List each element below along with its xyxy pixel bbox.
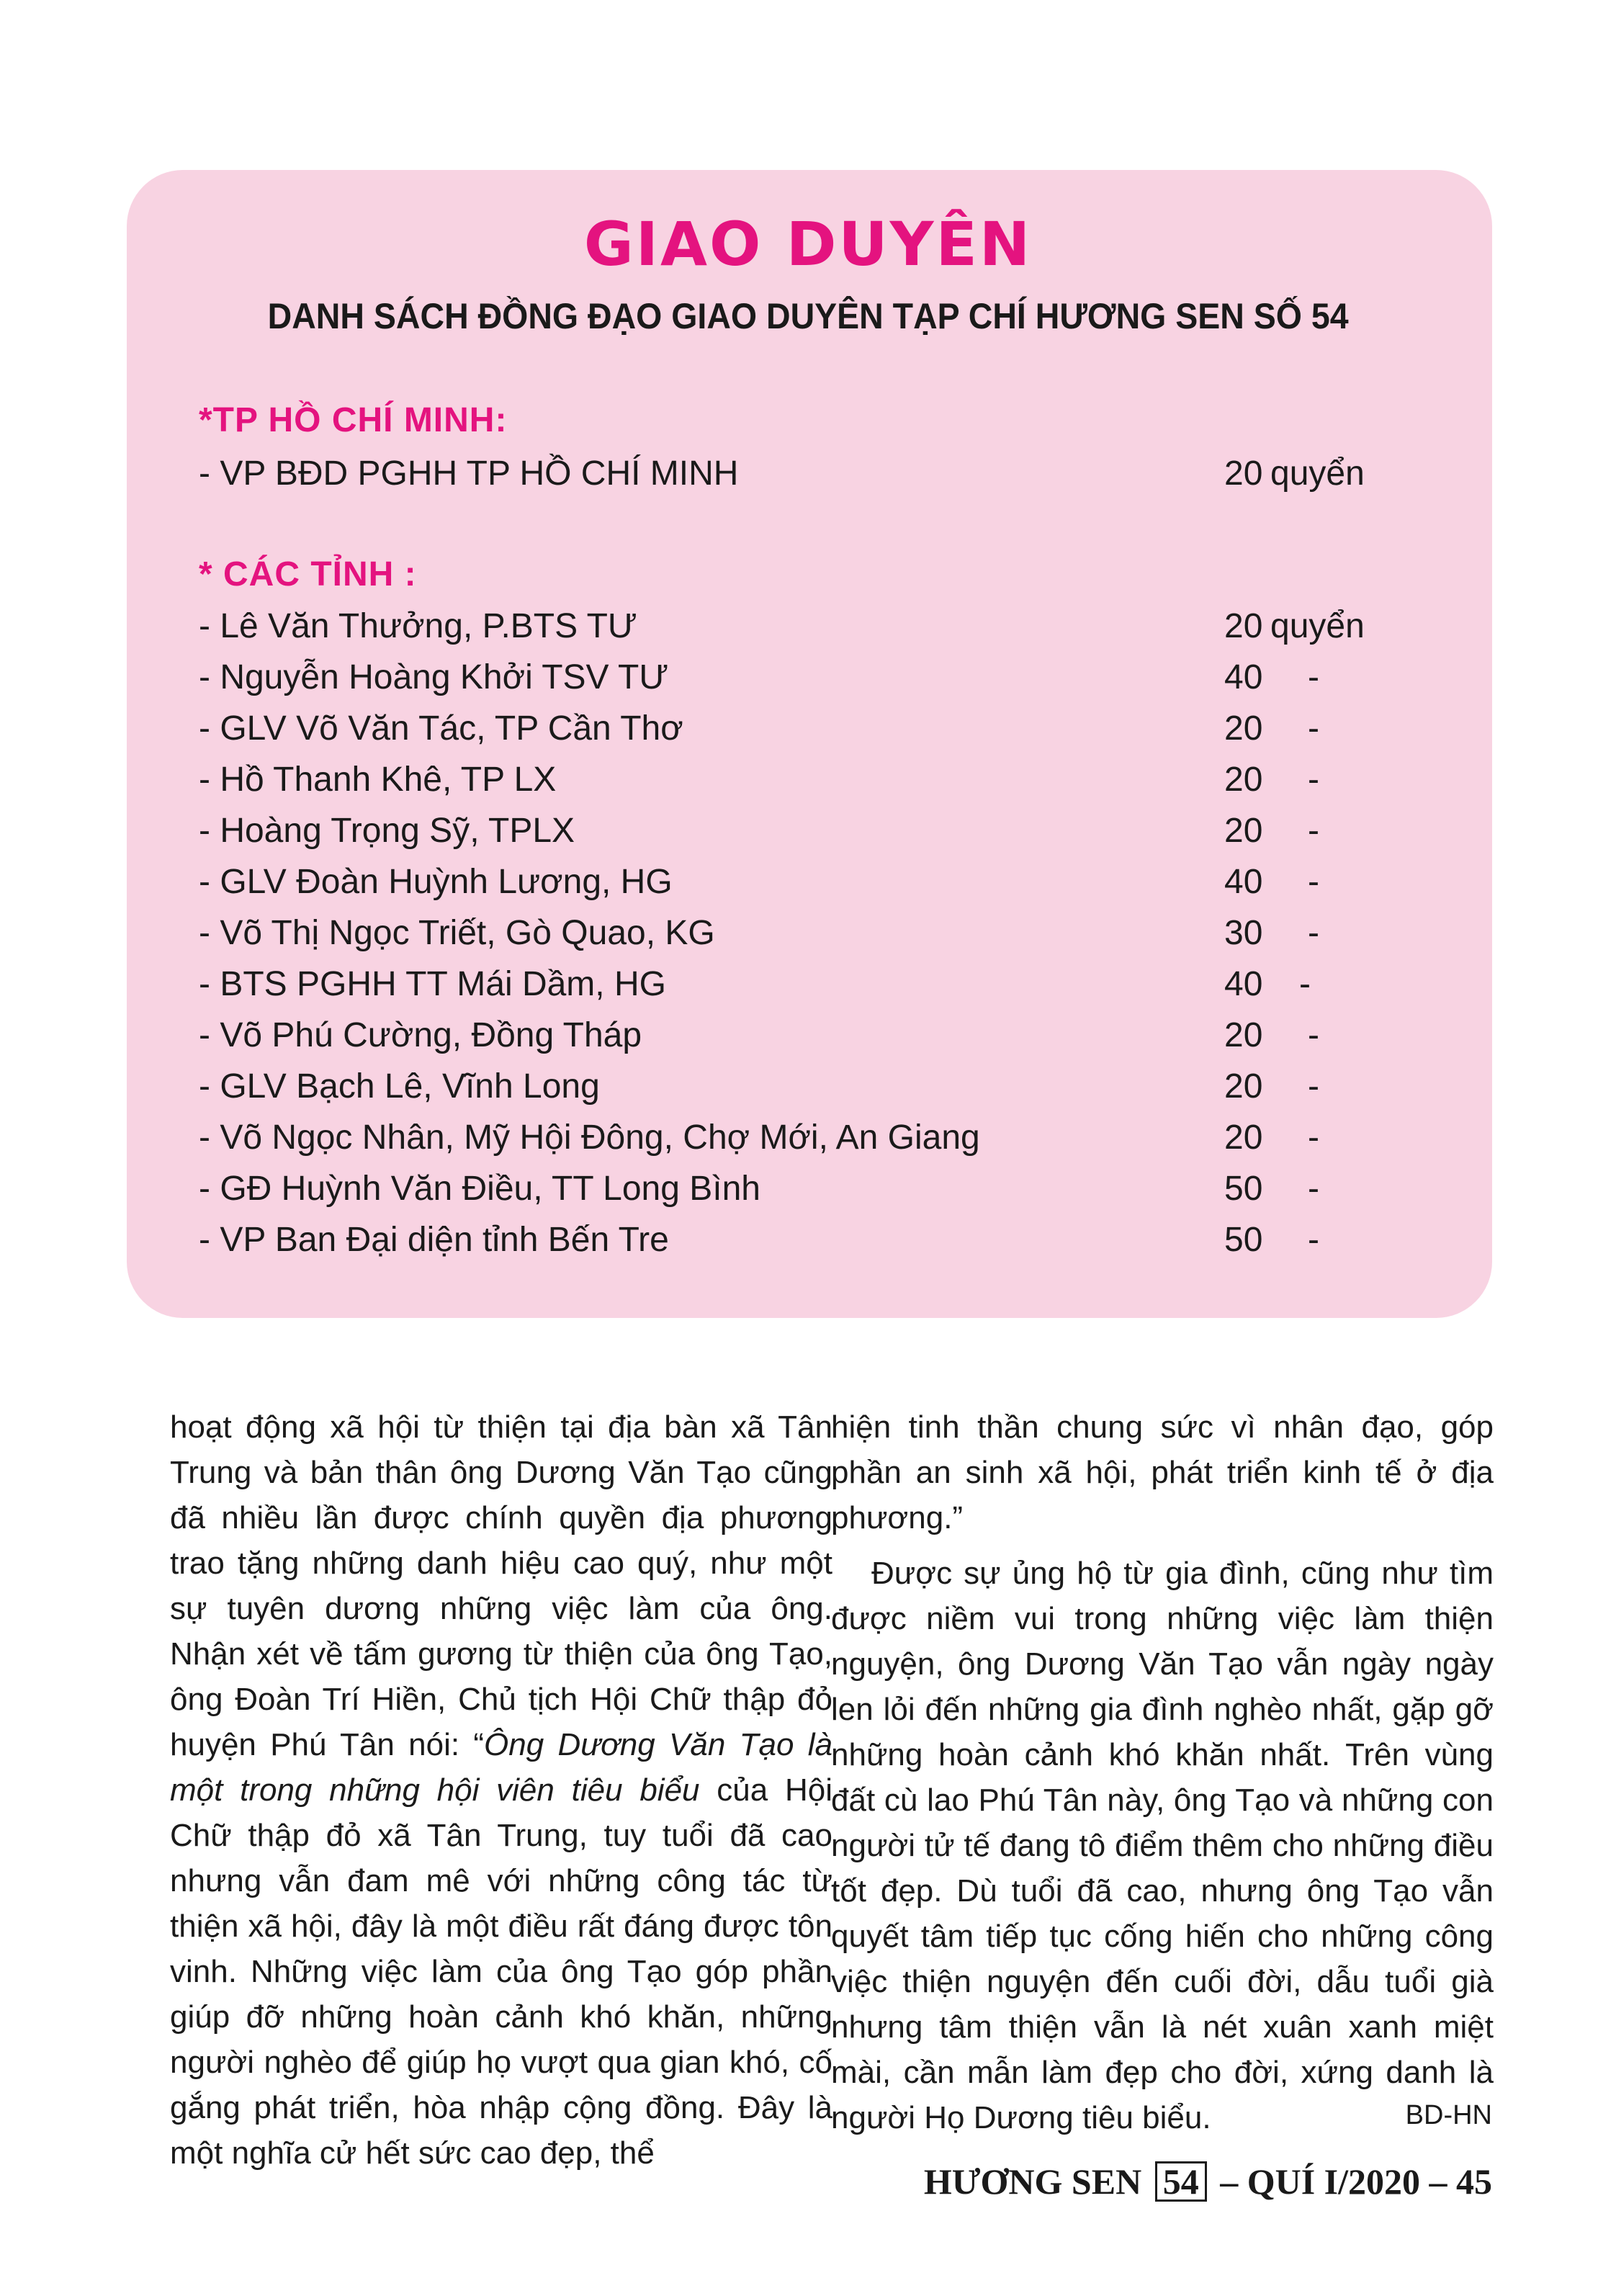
issue-number: 54 bbox=[1155, 2161, 1207, 2202]
article-column-left bbox=[170, 1404, 832, 2176]
list-item: - GLV Bạch Lê, Vĩnh Long 20 - bbox=[199, 1067, 1319, 1106]
issue-period: – QUÍ I/2020 – bbox=[1220, 2161, 1447, 2202]
list-item: - Lê Văn Thưởng, P.BTS TƯ 20 quyển bbox=[199, 607, 1365, 645]
list-item: - GLV Đoàn Huỳnh Lương, HG 40 - bbox=[199, 863, 1319, 901]
list-item: - VP BĐD PGHH TP HỒ CHÍ MINH 20 quyển bbox=[199, 454, 1365, 493]
article-paragraph: hoạt động xã hội từ thiện tại địa bàn xã Tân Trung và bản thân ông Dương Văn Tạo cũng đã nhiều lần được chính quyền địa phương trao tặng những danh hiệu cao quý, như một sự tuyên dương những việc làm của ông. Nhận xét về tấm gương từ thiện của ông Tạo, ông Đoàn Trí Hiền, Chủ tịch Hội Chữ thập đỏ huyện Phú Tân nói: “Ông Dương Văn Tạo là một trong những hội viên tiêu biểu của Hội Chữ thập đỏ xã Tân Trung, tuy tuổi đã cao nhưng vẫn đam mê với những công tác từ thiện xã hội, đây là một điều rất đáng được tôn vinh. Những việc làm của ông Tạo góp phần giúp đỡ những hoàn cảnh khó khăn, những người nghèo để giúp họ vượt qua gian khó, cố gắng phát triển, hòa nhập cộng đồng. Đây là một nghĩa cử hết sức cao đẹp, thể bbox=[170, 1409, 832, 2171]
list-item: - BTS PGHH TT Mái Dầm, HG 40 - bbox=[199, 965, 1311, 1003]
list-item: - VP Ban Đại diện tỉnh Bến Tre 50 - bbox=[199, 1221, 1319, 1259]
section-heading-provinces: * CÁC TỈNH : bbox=[199, 555, 417, 593]
list-item: - Võ Thị Ngọc Triết, Gò Quao, KG 30 - bbox=[199, 914, 1319, 952]
list-item: - GĐ Huỳnh Văn Điều, TT Long Bình 50 - bbox=[199, 1170, 1319, 1208]
page-footer bbox=[924, 2161, 1492, 2202]
list-item: - Võ Phú Cường, Đồng Tháp 20 - bbox=[199, 1016, 1319, 1054]
article-paragraph: Được sự ủng hộ từ gia đình, cũng như tìm được niềm vui trong những việc làm thiện nguyện, ông Dương Văn Tạo vẫn ngày ngày len lỏi đến những gia đình nghèo nhất, gặp gỡ những hoàn cảnh khó khăn nhất. Trên vùng đất cù lao Phú Tân này, ông Tạo và những con người tử tế đang tô điểm thêm cho những điều tốt đẹp. Dù tuổi đã cao, nhưng ông Tạo vẫn quyết tâm tiếp tục cống hiến cho những công việc thiện nguyện đến cuối đời, dẫu tuổi già nhưng tâm thiện vẫn là nét xuân xanh miệt mài, cần mẫn làm đẹp cho đời, xứng danh là người Họ Dương tiêu biểu. bbox=[831, 1556, 1494, 2135]
list-item: - GLV Võ Văn Tác, TP Cần Thơ 20 - bbox=[199, 709, 1319, 748]
list-item: - Hoàng Trọng Sỹ, TPLX 20 - bbox=[199, 812, 1319, 850]
box-subtitle: DANH SÁCH ĐỒNG ĐẠO GIAO DUYÊN TẠP CHÍ HƯƠNG SEN SỐ 54 bbox=[267, 296, 1349, 336]
magazine-name: HƯƠNG SEN bbox=[923, 2161, 1142, 2202]
list-item: - Hồ Thanh Khê, TP LX 20 - bbox=[199, 761, 1319, 799]
section-heading-hcm: *TP HỒ CHÍ MINH: bbox=[199, 401, 508, 439]
box-title: GIAO DUYÊN bbox=[583, 209, 1033, 279]
article-signature: BD-HN bbox=[1405, 2100, 1492, 2130]
list-item: - Nguyễn Hoàng Khởi TSV TƯ 40 - bbox=[199, 658, 1319, 696]
list-item: - Võ Ngọc Nhân, Mỹ Hội Đông, Chợ Mới, An Giang 20 - bbox=[199, 1118, 1319, 1157]
page-number: 45 bbox=[1456, 2161, 1492, 2202]
article-column-right bbox=[831, 1404, 1494, 2140]
quote-italic: Ông Dương Văn Tạo là một trong những hội viên tiêu biểu bbox=[170, 1727, 832, 1808]
article-paragraph: hiện tinh thần chung sức vì nhân đạo, góp phần an sinh xã hội, phát triển kinh tế ở địa phương.” bbox=[831, 1409, 1494, 1535]
